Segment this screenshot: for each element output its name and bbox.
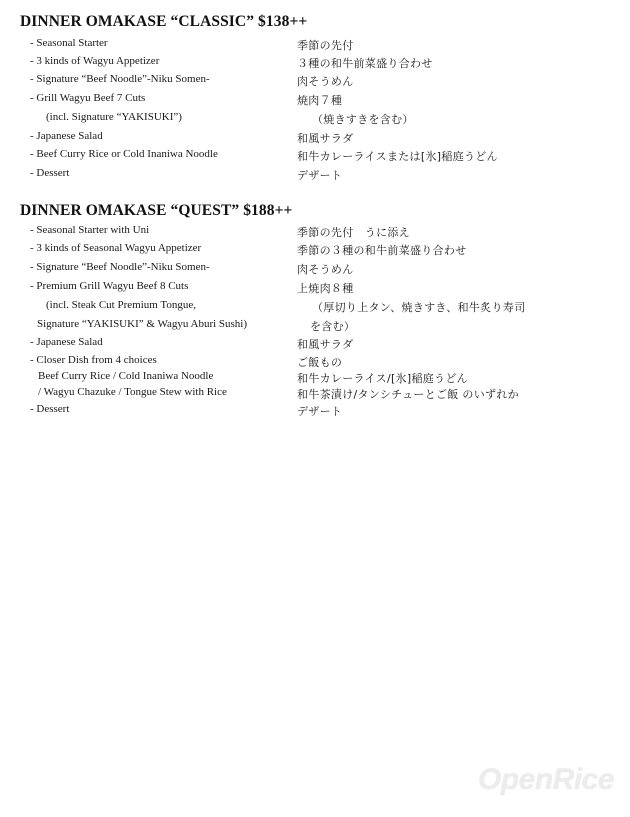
- menu-item-detail: [0, 111, 630, 129]
- menu-item: [0, 92, 630, 110]
- menu-item-en: - 3 kinds of Wagyu Appetizer: [30, 55, 160, 67]
- menu-item: [0, 37, 630, 55]
- menu-item-en: - Dessert: [30, 167, 70, 179]
- menu-item-jp: 和牛カレーライス/[氷]稲庭うどん: [297, 372, 468, 385]
- menu-item-jp: を含む）: [310, 320, 356, 333]
- menu-item: [0, 224, 630, 242]
- menu-item: [0, 280, 630, 298]
- menu-item-en: - Premium Grill Wagyu Beef 8 Cuts: [30, 280, 189, 292]
- menu-item-jp: ご飯もの: [297, 356, 343, 369]
- menu-item-jp: 上焼肉８種: [297, 282, 354, 295]
- menu-item: [0, 73, 630, 91]
- menu-item-en: (incl. Signature “YAKISUKI”): [46, 111, 182, 123]
- menu-item: [0, 130, 630, 148]
- menu-item-detail: [0, 386, 630, 404]
- menu-item-jp: （厚切り上タン、焼きすき、和牛炙り寿司: [312, 301, 526, 314]
- menu-item-en: - Dessert: [30, 403, 70, 415]
- menu-item-detail: [0, 299, 630, 317]
- menu-item-en: - Signature “Beef Noodle”-Niku Somen-: [30, 73, 210, 85]
- menu-item-jp: 肉そうめん: [297, 75, 354, 88]
- menu-item: [0, 336, 630, 354]
- menu-item-jp: ３種の和牛前菜盛り合わせ: [297, 57, 433, 70]
- menu-item-jp: 和風サラダ: [297, 338, 354, 351]
- menu-item-jp: 肉そうめん: [297, 263, 354, 276]
- menu-item-en: / Wagyu Chazuke / Tongue Stew with Rice: [38, 386, 227, 398]
- menu-item-jp: 季節の先付 うに添え: [297, 226, 410, 239]
- menu-item-en: Signature “YAKISUKI” & Wagyu Aburi Sushi): [37, 318, 248, 330]
- menu-item-jp: 和牛カレーライスまたは[氷]稲庭うどん: [297, 150, 498, 163]
- menu-item-jp: デザート: [297, 169, 343, 182]
- menu-item-en: - 3 kinds of Seasonal Wagyu Appetizer: [30, 242, 202, 254]
- menu-item: [0, 261, 630, 279]
- menu-item-en: - Seasonal Starter with Uni: [30, 224, 150, 236]
- quest-title: DINNER OMAKASE “QUEST” $188++: [20, 202, 293, 219]
- menu-item: [0, 403, 630, 421]
- menu-item: [0, 148, 630, 166]
- menu-item-en: - Japanese Salad: [30, 130, 103, 142]
- menu-item-en: - Signature “Beef Noodle”-Niku Somen-: [30, 261, 210, 273]
- menu-item-en: - Grill Wagyu Beef 7 Cuts: [30, 92, 146, 104]
- menu-item-en: - Closer Dish from 4 choices: [30, 354, 157, 366]
- menu-item: [0, 55, 630, 73]
- menu-item-jp: 和牛茶漬け/タンシチューとご飯 のいずれか: [297, 388, 519, 401]
- menu-item-jp: 季節の先付: [297, 39, 354, 52]
- menu-item-jp: デザート: [297, 405, 343, 418]
- classic-title: DINNER OMAKASE “CLASSIC” $138++: [20, 13, 308, 30]
- menu-item-jp: 焼肉７種: [297, 94, 343, 107]
- menu-item-en: - Seasonal Starter: [30, 37, 108, 49]
- menu-item-en: - Beef Curry Rice or Cold Inaniwa Noodle: [30, 148, 218, 160]
- menu-item-en: (incl. Steak Cut Premium Tongue,: [46, 299, 196, 311]
- openrice-watermark: OpenRice: [478, 763, 615, 796]
- menu-item-en: - Japanese Salad: [30, 336, 103, 348]
- menu-item-jp: （焼きすきを含む）: [312, 113, 414, 126]
- menu-item-en: Beef Curry Rice / Cold Inaniwa Noodle: [38, 370, 214, 382]
- menu-item-jp: 季節の３種の和牛前菜盛り合わせ: [297, 244, 467, 257]
- menu-item-detail: [0, 318, 630, 336]
- menu-item: [0, 167, 630, 185]
- menu-item: [0, 242, 630, 260]
- menu-item-jp: 和風サラダ: [297, 132, 354, 145]
